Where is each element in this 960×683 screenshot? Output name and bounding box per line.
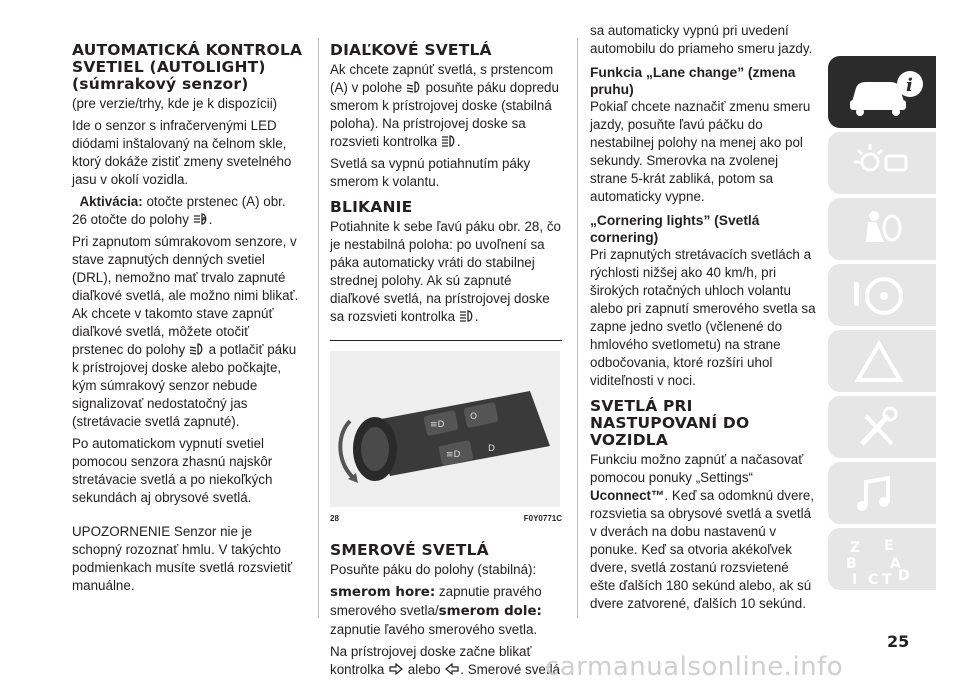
autolight-p3 xyxy=(72,193,304,229)
activation-label: Aktivácia: xyxy=(79,194,143,209)
dashboard-lights-icon xyxy=(844,140,914,188)
flashing-heading: BLIKANIE xyxy=(330,198,413,216)
index-letters-icon xyxy=(844,536,914,588)
stalk-figure xyxy=(330,351,560,507)
index-letter: A xyxy=(890,556,901,572)
turn-signals-p3-a: Na prístrojovej doske začne blikať kontrolka xyxy=(330,644,532,677)
tab-safety[interactable] xyxy=(828,198,936,260)
warning-triangle-icon xyxy=(844,338,914,386)
index-letter: D xyxy=(898,568,910,584)
lane-change-p: Pokiaľ chcete naznačiť zmenu smeru jazdy, posuňte ľavú páčku do nestabilnej polohy na menej ako pol sekundy. Smerovka na zvolenej strane 5-krát zabliká, potom sa automaticky vypne. xyxy=(590,99,811,204)
turn-signals-p2-a: zapnutie pravého smerového svetla/ xyxy=(330,584,542,618)
index-letter: E xyxy=(884,538,894,554)
turn-signals-p3 xyxy=(330,643,562,679)
tab-maintenance[interactable] xyxy=(828,396,936,458)
page-number: 25 xyxy=(887,632,910,651)
entry-lights-heading: SVETLÁ PRI NASTUPOVANÍ DO VOZIDLA xyxy=(590,397,750,449)
flashing-p1 xyxy=(330,218,562,326)
autolight-warning: UPOZORNENIE Senzor nie je schopný rozoznať hmlu. V takýchto podmienkach musíte svetlá rozsvietiť manuálne. xyxy=(72,524,293,593)
low-beam-icon xyxy=(406,81,422,93)
autolight-p1: (pre verzie/trhy, kde je k dispozícii) xyxy=(72,96,278,111)
steering-wheel-icon xyxy=(844,272,914,320)
index-letter: I xyxy=(852,572,858,588)
car-info-icon xyxy=(844,64,928,120)
lane-change-heading: Funkcia „Lane change” (zmena pruhu) xyxy=(590,65,796,97)
turn-signals-heading: SMEROVÉ SVETLÁ xyxy=(330,541,489,559)
turn-signals-p2-b: zapnutie ľavého smerového svetla. xyxy=(330,622,538,637)
airbag-seat-icon xyxy=(844,206,914,254)
index-letter: T xyxy=(882,572,892,588)
high-beam-icon xyxy=(441,135,457,147)
autolight-p5: Po automatickom vypnutí svetiel pomocou senzora zhasnú najskôr stretávacie svetlá a po niekoľkých sekundách aj obrysové svetlá. xyxy=(72,436,273,505)
up-label: smerom hore: xyxy=(330,585,436,600)
high-beam-p1 xyxy=(330,61,562,151)
figure-caption xyxy=(330,510,562,528)
service-tools-icon xyxy=(844,404,914,452)
column-right xyxy=(590,22,816,617)
section-tabs xyxy=(828,56,960,594)
svg-text:≡D: ≡D xyxy=(446,450,461,460)
left-arrow-icon xyxy=(444,663,460,675)
entry-lights-p xyxy=(590,451,816,613)
autolight-p3-end: . xyxy=(208,212,213,227)
index-letter: Z xyxy=(850,540,861,556)
autolight-heading: AUTOMATICKÁ KONTROLA SVETIEL (AUTOLIGHT) (súmrakový senzor) xyxy=(72,41,303,93)
cornering-heading: „Cornering lights” (Svetlá cornering) xyxy=(590,213,760,245)
svg-text:O: O xyxy=(470,412,478,422)
svg-text:A: A xyxy=(201,217,206,223)
index-letter: C xyxy=(868,572,879,588)
turn-signals-cont: sa automaticky vypnú pri uvedení automobilu do priameho smeru jazdy. xyxy=(590,23,813,56)
flashing-p1-a: Potiahnite k sebe ľavú páku obr. 28, čo je nestabilná poloha: po uvoľnení sa páka automaticky vráti do stabilnej strednej polohy. Ak sú zapnuté diaľkové svetlá, na prístrojovej doske sa rozsvieti kontrolka xyxy=(330,219,561,324)
footer-watermark: carmanualsonline.info xyxy=(545,652,844,682)
tab-index[interactable] xyxy=(828,528,936,590)
tab-multimedia[interactable] xyxy=(828,462,936,524)
high-beam-icon xyxy=(459,310,475,322)
turn-signals-p3-c: . Smerové svetlá xyxy=(460,662,561,677)
column-divider xyxy=(318,38,319,618)
figure-code: F0Y0771C xyxy=(523,514,562,523)
turn-signals-p2 xyxy=(330,583,562,639)
right-arrow-icon xyxy=(388,663,404,675)
svg-text:i: i xyxy=(906,75,913,96)
autolight-p4-a: Pri zapnutom súmrakovom senzore, v stave zapnutých denných svetiel (DRL), nemožno mať trvalo zapnuté diaľkové svetlá, ale možno nimi blikať. Ak chcete v takomto stave zapnúť diaľkové svetlá, môžete otočiť prstenec do polohy xyxy=(72,234,299,357)
tab-car-info[interactable] xyxy=(828,56,936,128)
high-beam-p1-b: posuňte páku dopredu smerom k prístrojovej doske (stabilná poloha). Na prístrojovej doske sa rozsvieti kontrolka xyxy=(330,80,559,149)
low-beam-icon xyxy=(189,343,205,355)
column-divider xyxy=(577,38,578,618)
autolight-p4 xyxy=(72,233,304,431)
svg-text:D: D xyxy=(488,444,495,454)
high-beam-p1-a: Ak chcete zapnúť svetlá, s prstencom (A) v polohe xyxy=(330,62,554,95)
uconnect-label: Uconnect™ xyxy=(590,488,665,503)
column-middle xyxy=(330,42,562,683)
column-left xyxy=(72,42,304,599)
svg-text:≡D: ≡D xyxy=(430,420,445,430)
turn-signals-p1: Posuňte páku do polohy (stabilná): xyxy=(330,562,537,577)
auto-headlight-icon xyxy=(193,213,209,225)
light-stalk-illustration xyxy=(330,351,560,507)
autolight-p2: Ide o senzor s infračervenými LED diódami inštalovaný na čelnom skle, ktorý dokáže zistiť zmeny svetelného jasu v okolí vozidla. xyxy=(72,118,292,187)
figure-number: 28 xyxy=(330,514,339,523)
high-beam-p1-c: . xyxy=(456,134,461,149)
cornering-p: Pri zapnutých stretávacích svetlách a rýchlosti nižšej ako 40 km/h, pri širokých rotačných uhloch volantu alebo pri zapnutí smerového svetla sa zapne jedno svetlo (včlenené do hmlového svetlometu) na strane odbočovania, ktoré rozšíri uhol viditeľnosti v noci. xyxy=(590,247,816,388)
flashing-p1-b: . xyxy=(474,309,479,324)
high-beam-p2: Svetlá sa vypnú potiahnutím páky smerom k volantu. xyxy=(330,156,531,189)
turn-signals-p3-b: alebo xyxy=(404,662,445,677)
high-beam-heading: DIAĽKOVÉ SVETLÁ xyxy=(330,41,492,59)
tab-starting-driving[interactable] xyxy=(828,264,936,326)
down-label: smerom dole: xyxy=(438,604,542,619)
entry-lights-p-b: . Keď sa odomknú dvere, rozsvietia sa obrysové svetlá a svetlá v dverách na dobu nastavenú v ponuke. Keď sa otvoria akékoľvek dvere, svetlá zostanú rozsvietené ešte ďalších 180 sekúnd alebo, ak sú dvere zatvorené, ďalších 10 sekúnd. xyxy=(590,488,815,611)
index-letter: B xyxy=(846,556,857,572)
autolight-p4-b: a potlačiť páku k prístrojovej doske alebo počkajte, kým súmrakový senzor nebude signalizovať nedostatočný jas (stretávacie svetlá zapnuté). xyxy=(72,342,297,429)
multimedia-icon xyxy=(844,470,914,518)
tab-emergency[interactable] xyxy=(828,330,936,392)
tab-dashboard-lights[interactable] xyxy=(828,132,936,194)
entry-lights-p-a: Funkciu možno zapnúť a načasovať pomocou ponuky „Settings“ xyxy=(590,452,804,485)
figure-top-rule xyxy=(330,340,562,341)
autolight-p3-text: otočte prstenec (A) obr. 26 otočte do polohy xyxy=(72,194,286,227)
